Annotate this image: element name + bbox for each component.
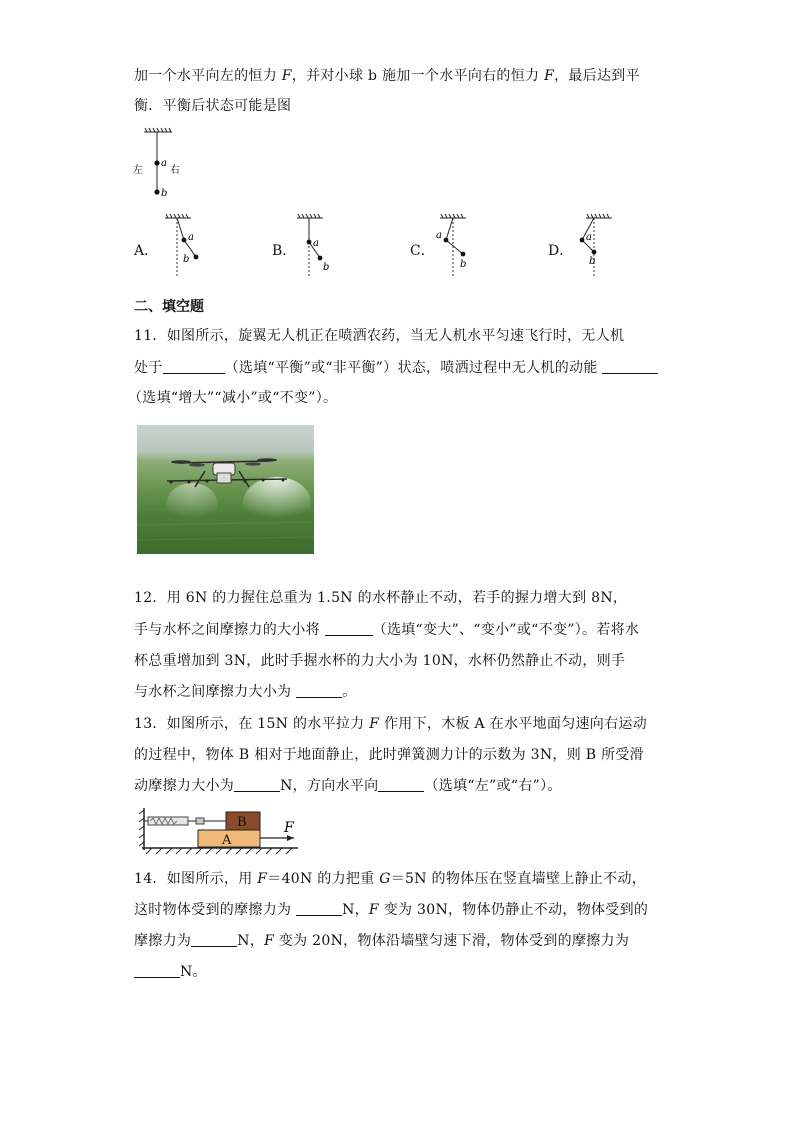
force-symbol: F	[369, 716, 380, 732]
force-symbol: F	[368, 902, 379, 918]
section-title: 二、填空题	[134, 299, 204, 315]
text: 与水杯之间摩擦力大小为	[134, 684, 297, 700]
q12-line3: 杯总重增加到 3N，此时手握水杯的力大小为 10N，水杯仍然静止不动，则手	[134, 653, 626, 669]
answer-blank[interactable]	[325, 621, 373, 636]
text: N，	[342, 902, 369, 918]
text: 14．如图所示，用	[134, 871, 258, 887]
answer-blank[interactable]	[296, 683, 342, 698]
answer-blank[interactable]	[602, 359, 658, 374]
text: ＝40N 的力把重	[267, 871, 380, 887]
q13-line2: 的过程中，物体 B 相对于地面静止，此时弹簧测力计的示数为 3N，则 B 所受滑	[134, 747, 644, 763]
q10-figure-initial	[128, 126, 188, 202]
force-symbol: F	[544, 68, 555, 84]
text: 加一个水平向左的恒力	[134, 68, 282, 84]
q14-line3	[134, 931, 629, 951]
ball-a	[154, 160, 159, 165]
option-a-figure	[160, 212, 210, 278]
text: 处于	[134, 360, 163, 376]
text: 13．如图所示，在 15N 的水平拉力	[134, 716, 370, 732]
answer-blank[interactable]	[191, 932, 237, 947]
force-symbol: F	[281, 68, 292, 84]
answer-blank[interactable]	[378, 777, 424, 792]
option-b-label: B．	[272, 243, 297, 259]
option-c-label: C．	[410, 243, 435, 259]
text: 变为 30N，物体仍静止不动，物体受到的	[378, 902, 649, 918]
option-d-label: D．	[548, 243, 574, 259]
weight-symbol: G	[379, 871, 391, 887]
answer-blank[interactable]	[163, 359, 225, 374]
label-a: a	[586, 232, 592, 243]
text: 变为 20N，物体沿墙壁匀速下滑，物体受到的摩擦力为	[274, 933, 630, 949]
text: 动摩擦力大小为	[134, 778, 235, 794]
label-b: b	[161, 188, 168, 199]
label-b: b	[323, 262, 330, 273]
option-d-figure	[572, 212, 622, 278]
q12-line2	[134, 620, 639, 640]
label-a: a	[436, 230, 442, 241]
label-b: b	[589, 256, 596, 267]
option-b-figure	[295, 212, 345, 278]
label-a: a	[188, 232, 194, 243]
text: （选填“变大”、“变小”或“不变”）。若将水	[372, 622, 640, 638]
force-symbol: F	[257, 871, 268, 887]
q13-line1	[134, 714, 647, 734]
text: （选填“平衡”或“非平衡”）状态，喷洒过程中无人机的动能	[224, 360, 603, 376]
label-f: F	[284, 820, 294, 836]
q12-line1: 12．用 6N 的力握住总重为 1.5N 的水杯静止不动，若手的握力增大到 8N，	[134, 590, 628, 606]
drone-spraying-photo	[137, 425, 314, 554]
label-right: 右	[170, 165, 180, 176]
text: N，方向水平向	[280, 778, 379, 794]
spring-scale	[144, 817, 226, 825]
answer-blank[interactable]	[234, 777, 280, 792]
text: 这时物体受到的摩擦力为	[134, 902, 297, 918]
label-a: a	[313, 238, 319, 249]
ceiling-hatch	[144, 128, 172, 132]
text: ，最后达到平	[554, 68, 640, 84]
option-a-label: A．	[134, 243, 159, 259]
text: ＝5N 的物体压在竖直墙壁上静止不动，	[390, 871, 647, 887]
q14-line4	[134, 962, 207, 982]
answer-blank[interactable]	[296, 901, 342, 916]
text: N。	[180, 964, 207, 980]
q14-line2	[134, 900, 648, 920]
label-left: 左	[133, 165, 143, 176]
text: 摩擦力为	[134, 933, 192, 949]
label-b: b	[460, 259, 467, 270]
ball-b	[154, 189, 159, 194]
label-a: a	[161, 158, 167, 169]
text: （选填“左”或“右”）。	[424, 778, 562, 794]
q14-line1	[134, 869, 646, 889]
answer-blank[interactable]	[134, 963, 180, 978]
text: ，并对小球 b 施加一个水平向右的恒力	[291, 68, 545, 84]
q13-line3	[134, 776, 562, 796]
q10-line2: 衡．平衡后状态可能是图	[134, 98, 292, 114]
q10-line1	[134, 66, 640, 86]
force-symbol: F	[264, 933, 275, 949]
drone-illustration	[137, 425, 314, 554]
text: 手与水杯之间摩擦力的大小将	[134, 622, 325, 638]
q11-line2	[134, 358, 658, 378]
text: N，	[237, 933, 265, 949]
q13-spring-scale-figure	[136, 804, 306, 858]
option-c-figure	[432, 212, 482, 278]
text: 。	[342, 684, 357, 700]
q12-line4	[134, 682, 356, 702]
label-a: A	[222, 833, 232, 848]
label-b: b	[183, 254, 190, 265]
label-b: B	[237, 815, 247, 830]
q11-line1: 11．如图所示，旋翼无人机正在喷洒农药，当无人机水平匀速飞行时，无人机	[134, 328, 625, 344]
text: 作用下，木板 A 在水平地面匀速向右运动	[379, 716, 648, 732]
q11-line3: （选填“增大”“减小”或“不变”）。	[128, 390, 338, 406]
